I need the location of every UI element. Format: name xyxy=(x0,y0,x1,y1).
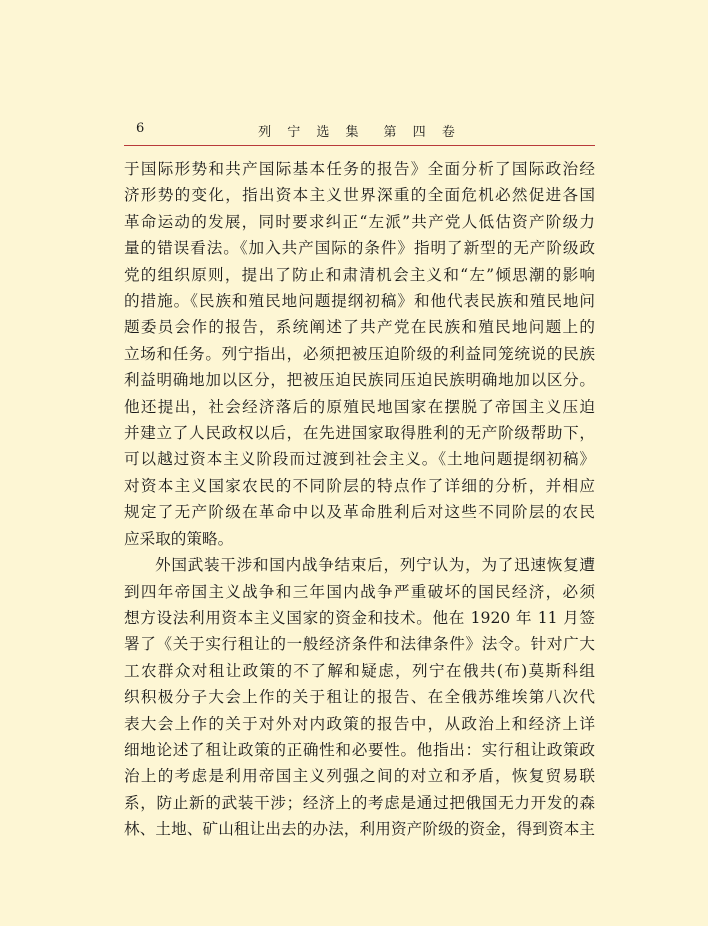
text-line: 立场和任务。列宁指出，必须把被压迫阶级的利益同笼统说的民族 xyxy=(124,344,595,363)
text-line: 于国际形势和共产国际基本任务的报告》全面分析了国际政治经 xyxy=(124,160,595,178)
running-title: 列 宁 选 集 第 四 卷 xyxy=(258,125,461,140)
text-line: 想方设法利用资本主义国家的资金和技术。他在 1920 年 11 月签 xyxy=(124,608,595,627)
text-line: 规定了无产阶级在革命中以及革命胜利后对这些不同阶层的农民 xyxy=(124,503,595,522)
text-line: 细地论述了租让政策的正确性和必要性。他指出：实行租让政策政 xyxy=(124,740,595,759)
text-line: 表大会上作的关于对外对内政策的报告中，从政治上和经济上详 xyxy=(124,714,595,733)
paragraph-first-line: 外国武装干涉和国内战争结束后，列宁认为，为了迅速恢复遭 xyxy=(155,556,595,575)
text-line: 题委员会作的报告，系统阐述了共产党在民族和殖民地问题上的 xyxy=(124,318,595,337)
text-line: 系，防止新的武装干涉；经济上的考虑是通过把俄国无力开发的森 xyxy=(124,793,595,812)
text-line: 利益明确地加以区分，把被压迫民族同压迫民族明确地加以区分。 xyxy=(124,371,595,390)
text-line: 林、土地、矿山租让出去的办法，利用资产阶级的资金，得到资本主 xyxy=(124,820,595,839)
header-rule xyxy=(124,145,595,146)
page-header xyxy=(124,121,595,141)
text-line: 他还提出，社会经济落后的原殖民地国家在摆脱了帝国主义压迫 xyxy=(124,397,595,416)
text-line: 济形势的变化，指出资本主义世界深重的全面危机必然促进各国 xyxy=(124,186,595,205)
text-line: 到四年帝国主义战争和三年国内战争严重破坏的国民经济，必须 xyxy=(124,582,595,601)
body-text xyxy=(124,156,595,843)
paragraph-end-line: 应采取的策略。 xyxy=(124,529,234,548)
text-line: 的措施。《民族和殖民地问题提纲初稿》和他代表民族和殖民地问 xyxy=(124,292,595,311)
page-number: 6 xyxy=(136,121,145,136)
text-line: 党的组织原则，提出了防止和肃清机会主义和“左”倾思潮的影响 xyxy=(124,265,595,284)
text-line: 并建立了人民政权以后，在先进国家取得胜利的无产阶级帮助下， xyxy=(124,424,595,443)
text-line: 对资本主义国家农民的不同阶层的特点作了详细的分析，并相应 xyxy=(124,476,595,495)
text-line: 量的错误看法。《加入共产国际的条件》指明了新型的无产阶级政 xyxy=(124,239,595,258)
text-line: 织积极分子大会上作的关于租让的报告、在全俄苏维埃第八次代 xyxy=(124,688,595,707)
text-line: 革命运动的发展，同时要求纠正“左派”共产党人低估资产阶级力 xyxy=(124,212,595,231)
text-line: 治上的考虑是利用帝国主义列强之间的对立和矛盾，恢复贸易联 xyxy=(124,767,595,786)
text-line: 署了《关于实行租让的一般经济条件和法律条件》法令。针对广大 xyxy=(124,635,595,654)
text-line: 可以越过资本主义阶段而过渡到社会主义。《土地问题提纲初稿》 xyxy=(124,450,595,469)
text-line: 工农群众对租让政策的不了解和疑虑，列宁在俄共(布)莫斯科组 xyxy=(124,661,595,680)
